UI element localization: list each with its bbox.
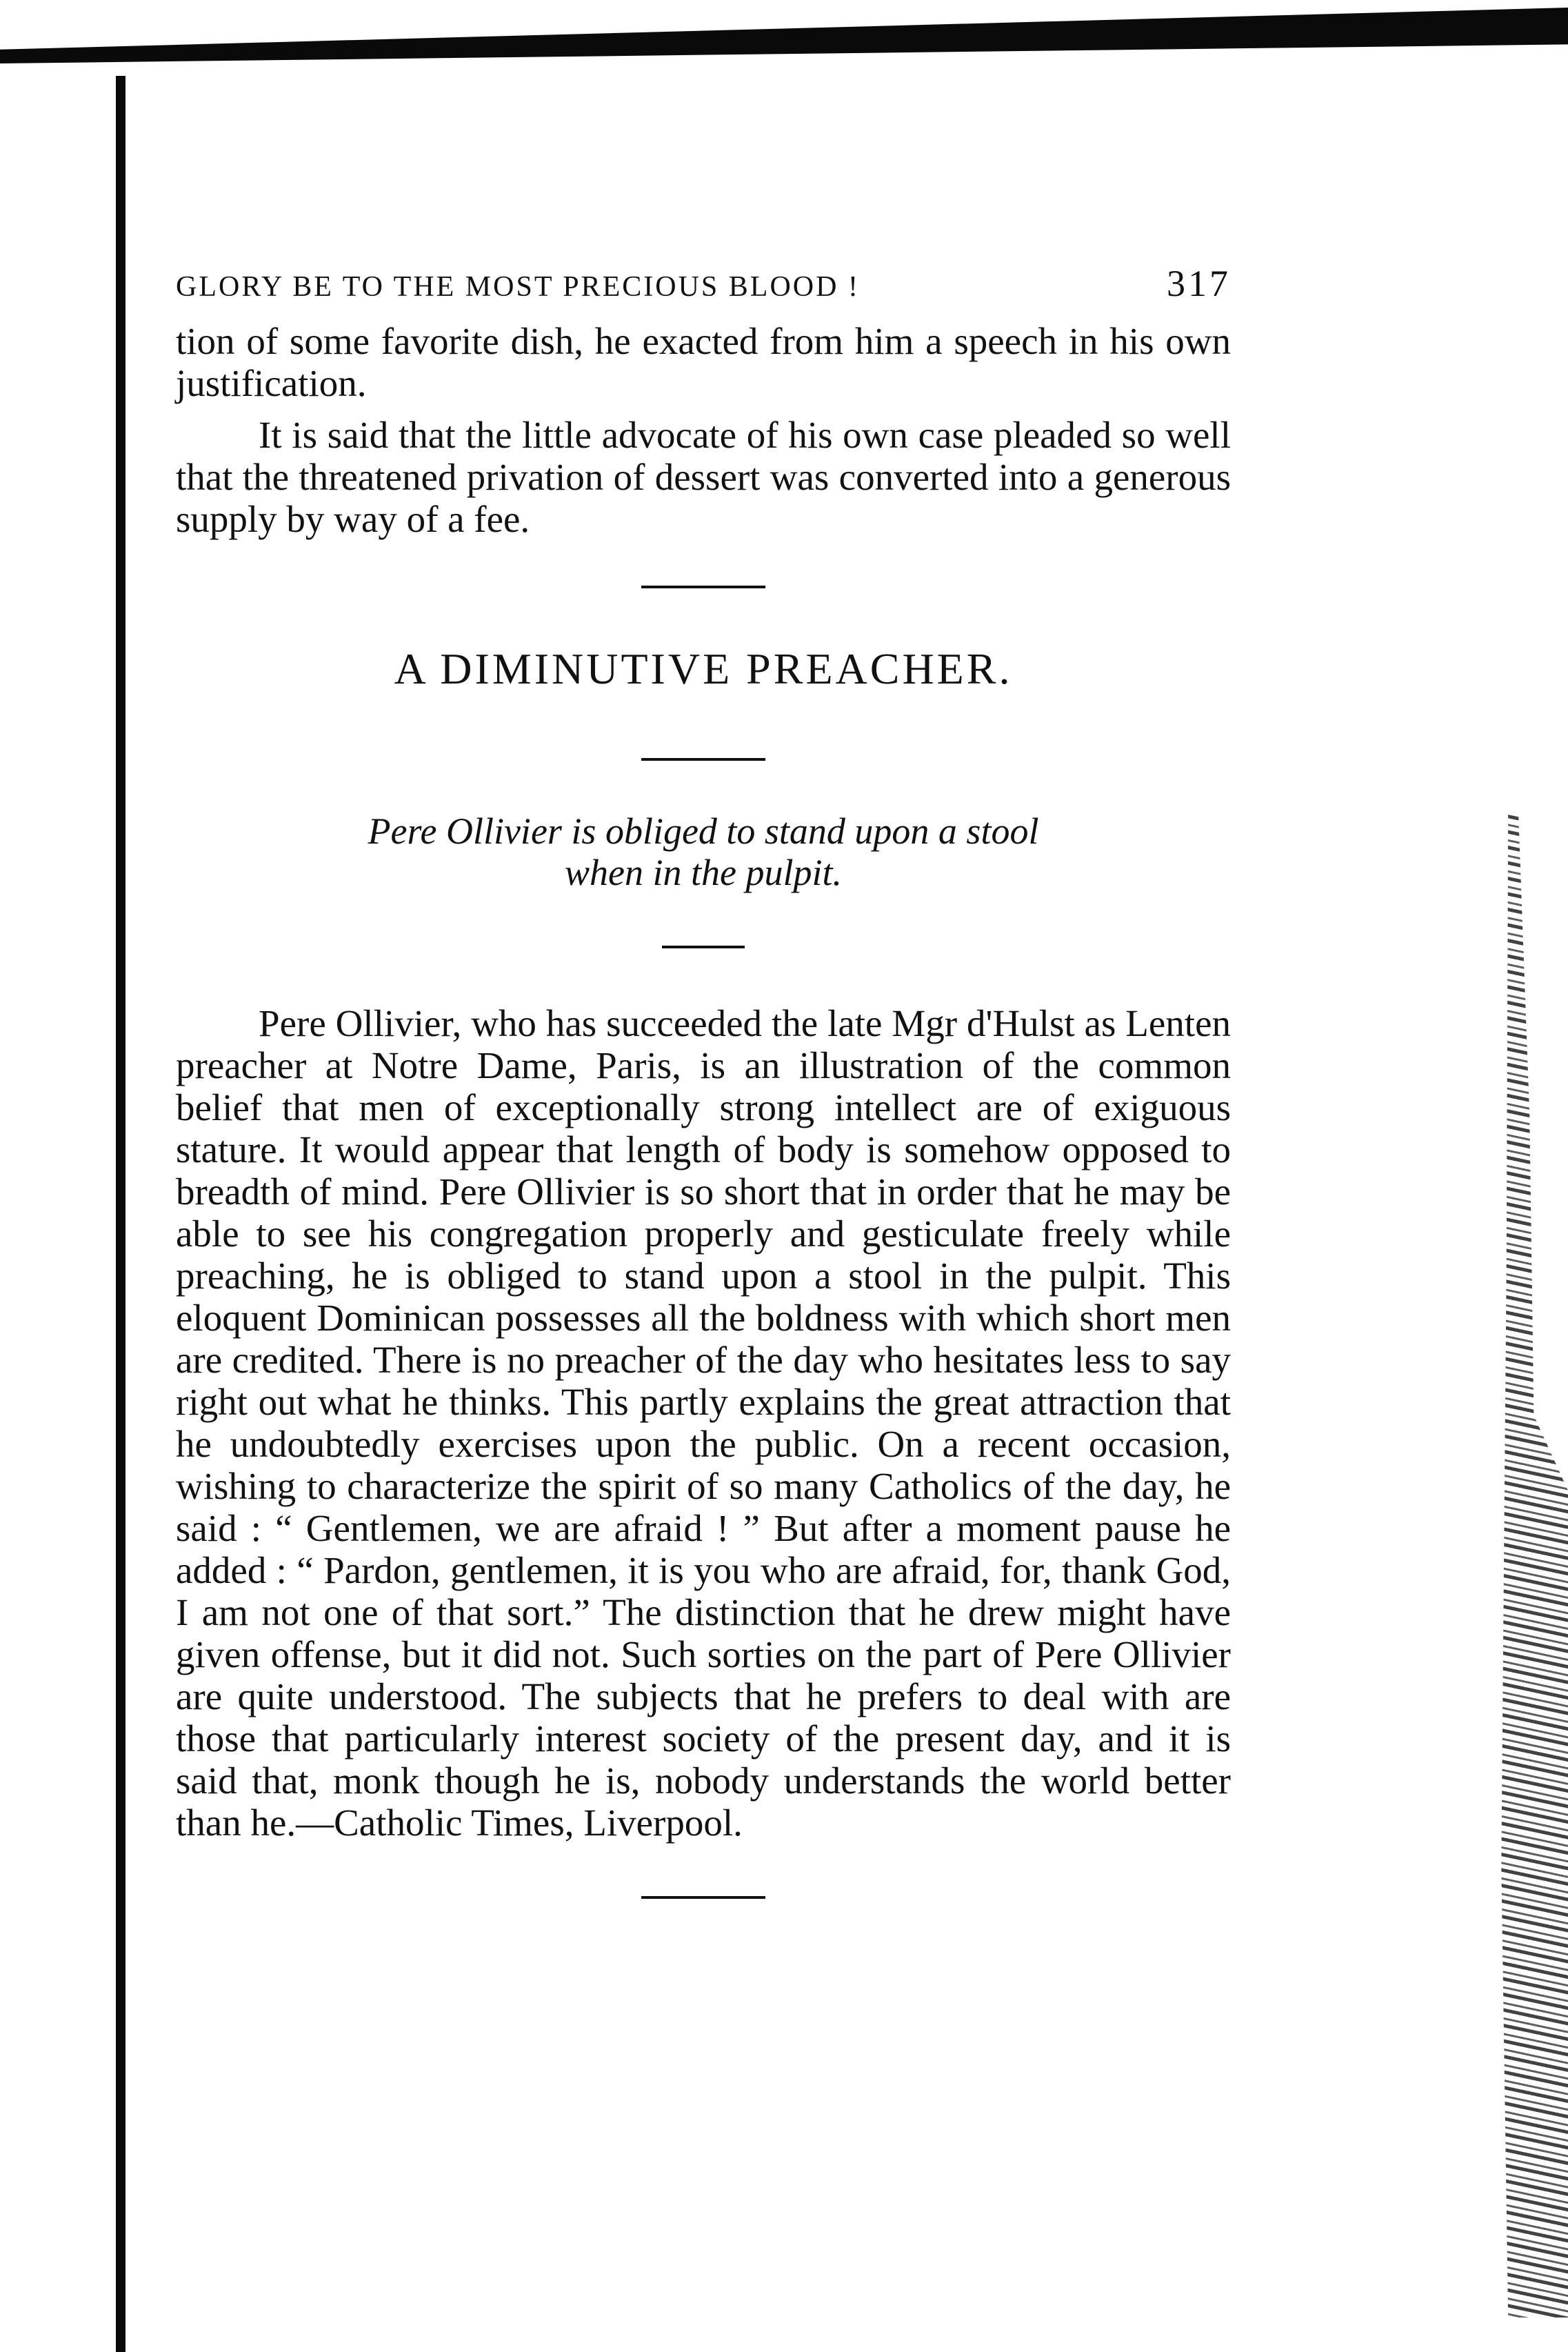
end-divider <box>641 1896 765 1899</box>
paragraph-advocate: It is said that the little advocate of his own case pleaded so well that the threatened privation of dessert was converted into a generous supply by way of a fee. <box>176 414 1231 540</box>
page-content <box>176 262 1231 1899</box>
running-head <box>176 262 1231 305</box>
section-divider <box>641 586 765 588</box>
running-title: GLORY BE TO THE MOST PRECIOUS BLOOD ! <box>176 271 860 303</box>
scan-right-page-edge <box>1482 814 1568 2318</box>
scan-binding-edge <box>116 76 125 2352</box>
article-body: Pere Ollivier, who has succeeded the late Mgr d'Hulst as Lenten preacher at Notre Dame, Paris, is an illustration of the common belief that men of exceptionally strong intellect are of exiguous stature. It would appear that length of body is somehow opposed to breadth of mind. Pere Ollivier is so short that in order that he may be able to see his congregation properly and gesticulate freely while preaching, he is obliged to stand upon a stool in the pulpit. This eloquent Dominican possesses all the boldness with which short men are credited. There is no preacher of the day who hesitates less to say right out what he thinks. This partly explains the great attraction that he undoubtedly exercises upon the public. On a recent occasion, wishing to characterize the spirit of so many Catholics of the day, he said : “ Gentlemen, we are afraid ! ” But after a moment pause he added : “ Pardon, gentlemen, it is you who are afraid, for, thank God, I am not one of that sort.” The distinction that he drew might have given offense, but it did not. Such sorties on the part of Pere Ollivier are quite understood. The subjects that he prefers to deal with are those that particularly interest society of the present day, and it is said that, monk though he is, nobody understands the world better than he.—Catholic Times, Liverpool. <box>176 1002 1231 1844</box>
article-heading: A DIMINUTIVE PREACHER. <box>394 644 1013 693</box>
paragraph-continued: tion of some favorite dish, he exacted from him a speech in his own justification. <box>176 320 1231 404</box>
page-number: 317 <box>1167 263 1231 304</box>
subtitle-line-2: when in the pulpit. <box>565 852 842 893</box>
article-subtitle <box>176 810 1231 893</box>
subtitle-divider <box>662 946 745 948</box>
heading-divider <box>641 758 765 761</box>
subtitle-line-1: Pere Ollivier is obliged to stand upon a stool <box>368 810 1039 852</box>
scan-top-bar <box>0 0 1568 63</box>
